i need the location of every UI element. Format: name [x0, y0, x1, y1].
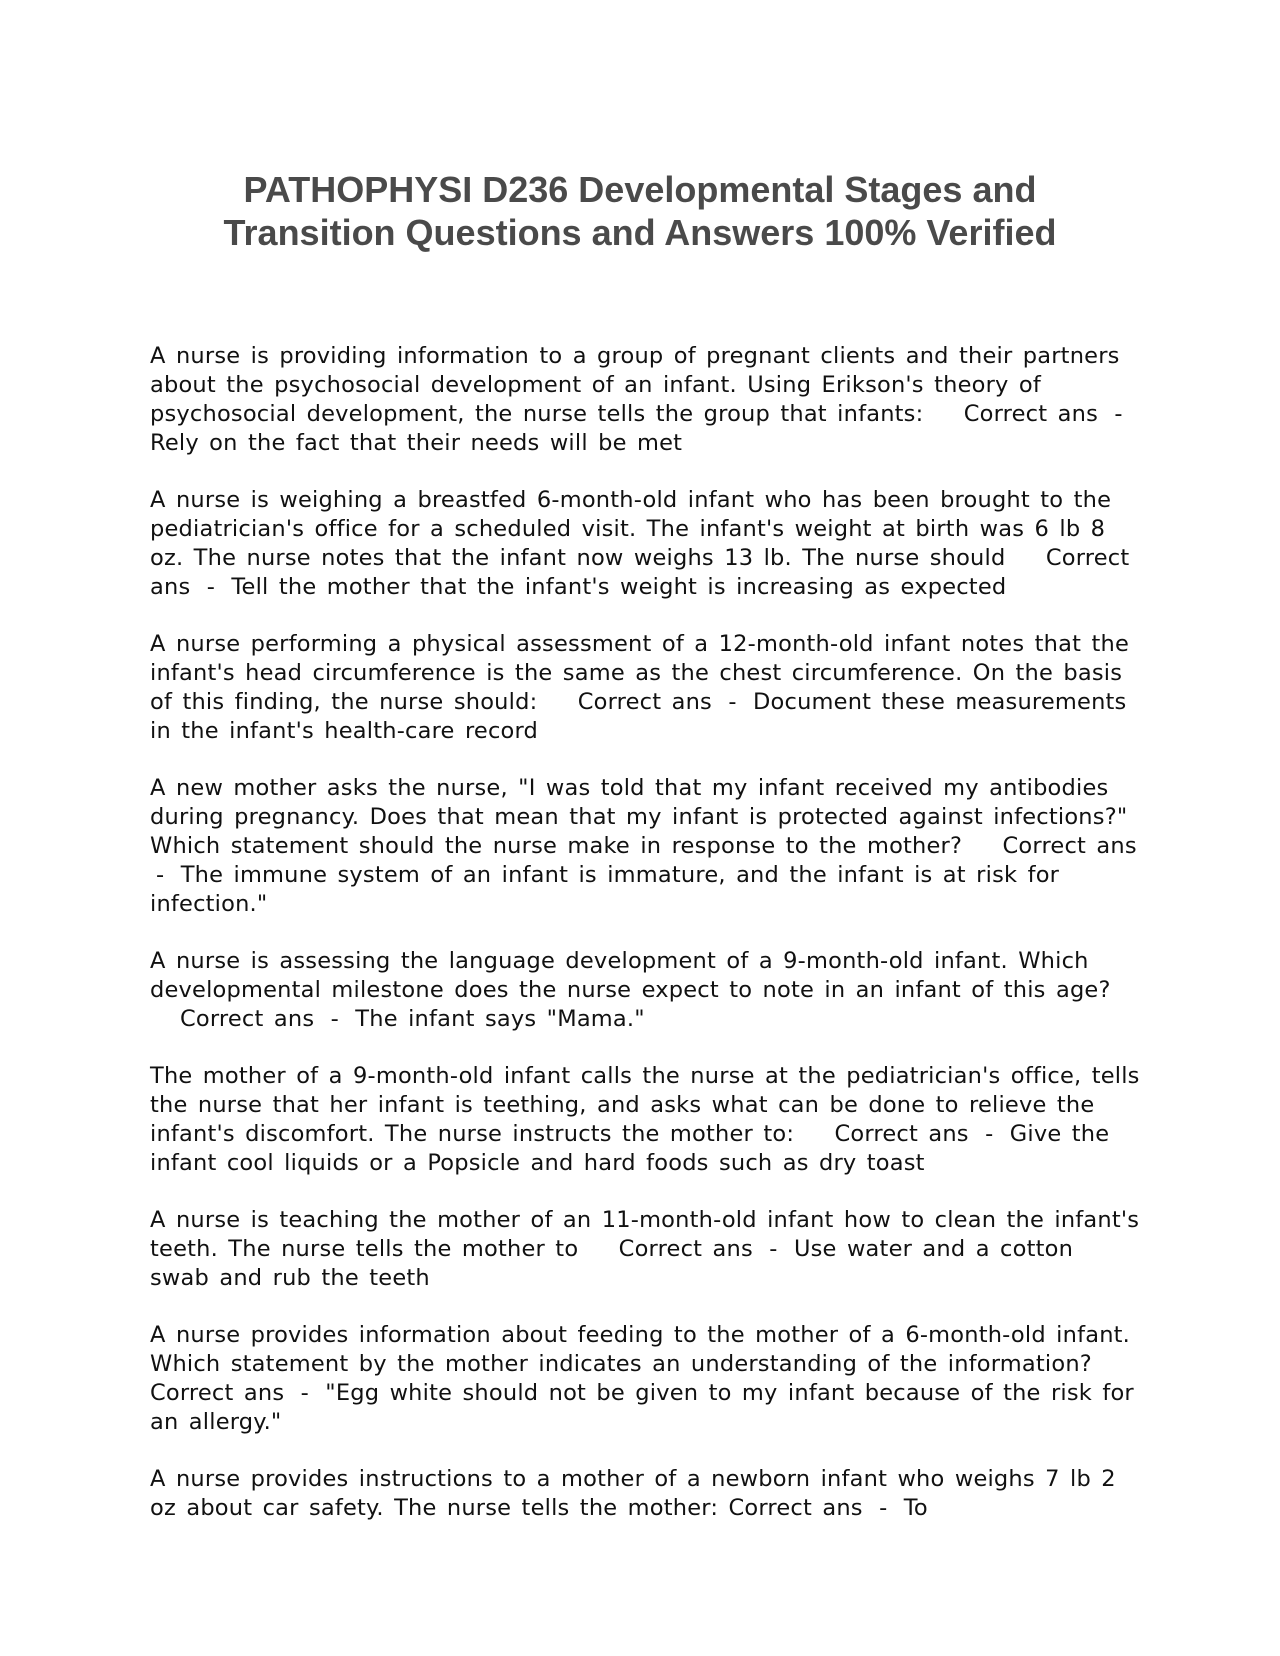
- qa-item: [150, 342, 1140, 458]
- correct-answer-label: Correct ans: [180, 1006, 315, 1032]
- qa-item: [150, 1206, 1140, 1293]
- answer-text: Document these measurements in the infant's health-care record: [150, 689, 1127, 744]
- answer-dash: -: [728, 689, 737, 715]
- question-text: A nurse performing a physical assessment of a 12-month-old infant notes that the infant's head circumference is the same as the chest circumference. On the basis of this finding, the nurse should:: [150, 631, 1129, 715]
- answer-text: "Egg white should not be given to my infant because of the risk for an allergy.": [150, 1380, 1134, 1435]
- qa-item: [150, 947, 1140, 1034]
- correct-answer-label: Correct ans: [834, 1121, 969, 1147]
- question-text: A nurse provides instructions to a mother of a newborn infant who weighs 7 lb 2 oz about car safety. The nurse tells the mother:: [150, 1466, 1116, 1521]
- question-text: A nurse is weighing a breastfed 6-month-old infant who has been brought to the pediatrician's office for a scheduled visit. The infant's weight at birth was 6 lb 8 oz. The nurse notes that the infant now weighs 13 lb. The nurse should: [150, 487, 1112, 571]
- answer-text: Use water and a cotton swab and rub the teeth: [150, 1236, 1074, 1291]
- correct-answer-label: Correct ans: [1002, 833, 1137, 859]
- answer-dash: -: [330, 1006, 339, 1032]
- question-text: A nurse is providing information to a group of pregnant clients and their partners about the psychosocial development of an infant. Using Erikson's theory of psychosocial development, the nurse tells the group that infants:: [150, 343, 1120, 427]
- question-text: The mother of a 9-month-old infant calls the nurse at the pediatrician's office, tells the nurse that her infant is teething, and asks what can be done to relieve the infant's discomfort. The nurse instructs the mother to:: [150, 1063, 1140, 1147]
- correct-answer-label: Correct ans: [728, 1495, 863, 1521]
- question-text: A nurse provides information about feeding to the mother of a 6-month-old infant. Which statement by the mother indicates an understanding of the information?: [150, 1322, 1131, 1377]
- qa-item: [150, 774, 1140, 919]
- answer-text: To: [903, 1495, 928, 1521]
- answer-text: Tell the mother that the infant's weight is increasing as expected: [231, 574, 1007, 600]
- document-title: [150, 168, 1130, 254]
- answer-text: Rely on the fact that their needs will be met: [150, 430, 683, 456]
- qa-item: [150, 1465, 1140, 1523]
- qa-list: [150, 342, 1140, 1551]
- answer-dash: -: [1114, 401, 1123, 427]
- answer-text: The immune system of an infant is immature, and the infant is at risk for infection.": [150, 862, 1060, 917]
- answer-text: Give the infant cool liquids or a Popsicle and hard foods such as dry toast: [150, 1121, 1110, 1176]
- answer-dash: -: [300, 1380, 309, 1406]
- correct-answer-label: Correct ans: [618, 1236, 753, 1262]
- answer-dash: -: [985, 1121, 994, 1147]
- question-text: A new mother asks the nurse, "I was told that my infant received my antibodies during pregnancy. Does that mean that my infant is protected against infections?" Which statement should the nurse make in response to the mother?: [150, 775, 1128, 859]
- question-text: A nurse is teaching the mother of an 11-month-old infant how to clean the infant's teeth. The nurse tells the mother to: [150, 1207, 1140, 1262]
- qa-item: [150, 1062, 1140, 1178]
- correct-answer-label: Correct ans: [577, 689, 712, 715]
- correct-answer-label: Correct ans: [150, 1380, 285, 1406]
- qa-item: [150, 1321, 1140, 1437]
- qa-item: [150, 486, 1140, 602]
- correct-answer-label: Correct ans: [150, 545, 1130, 600]
- answer-dash: -: [879, 1495, 888, 1521]
- answer-dash: -: [156, 862, 165, 888]
- question-text: A nurse is assessing the language development of a 9-month-old infant. Which developmental milestone does the nurse expect to note in an infant of this age?: [150, 948, 1111, 1003]
- answer-dash: -: [769, 1236, 778, 1262]
- answer-dash: -: [206, 574, 216, 600]
- document-title-line-2: Transition Questions and Answers 100% Verified: [223, 212, 1057, 253]
- qa-item: [150, 630, 1140, 746]
- correct-answer-label: Correct ans: [963, 401, 1098, 427]
- document-title-line-1: PATHOPHYSI D236 Developmental Stages and: [243, 169, 1037, 210]
- answer-text: The infant says "Mama.": [355, 1006, 645, 1032]
